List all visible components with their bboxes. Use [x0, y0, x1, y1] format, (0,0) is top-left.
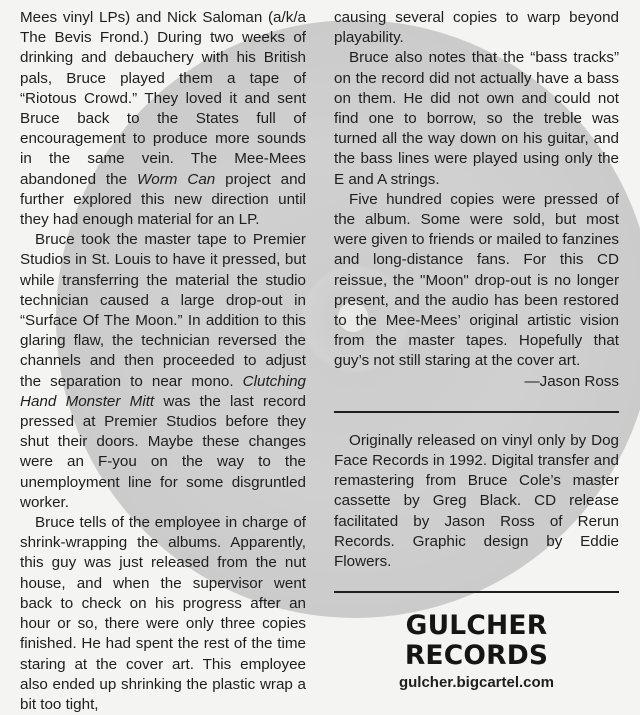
right-text-column: [334, 8, 619, 693]
divider-bottom: [334, 591, 619, 593]
release-credits: Originally released on vinyl only by Dog Face Records in 1992. Digital transfer and remastering from Bruce Cole’s master cassette by Greg Black. CD release facilitated by Jason Ross of Rerun Records. Graphic design by Eddie Flowers.: [334, 431, 619, 571]
paragraph-1: [20, 8, 306, 230]
paragraph-2-text-a: Bruce took the master tape to Premier Studios in St. Louis to have it pressed, but while transferring the material the studio technician caused a large drop-out in “Surface Of The Moon.” In addition to this glaring flaw, the technician reversed the channels and then proceeded to adjust the separation to near mono.: [20, 231, 306, 390]
label-url: gulcher.bigcartel.com: [398, 674, 555, 692]
paragraph-5: Bruce also notes that the “bass tracks” on the record did not actually have a bass on them. He did not own and could not find one to borrow, so the treble was turned all the way down on his guitar, and the bass lines were played using only the E and A strings.: [334, 49, 619, 188]
paragraph-4: causing several copies to warp beyond playability.: [334, 9, 619, 47]
author-signature: —Jason Ross: [524, 372, 619, 390]
album-title-worm-can: Worm Can: [136, 170, 216, 188]
left-text-column: [20, 8, 306, 715]
paragraph-1-text-b: project and further explored this new direction until they had enough material for an LP.: [20, 170, 306, 229]
paragraph-6: Five hundred copies were pressed of the album. Some were sold, but most were given to friends or mailed to fanzines and long-distance fans. For this CD reissue, the "Moon" drop-out is no longer present, and the audio has been restored to the Mee-Mees’ original artistic vision from the master tapes. Hopefully that guy’s not still staring at the cover art.: [334, 190, 619, 370]
album-title-clutching-hand: Clutching Hand Monster Mitt: [20, 372, 306, 410]
label-logo: GULCHER RECORDS: [404, 610, 549, 672]
paragraph-1-text-a: Mees vinyl LPs) and Nick Saloman (a/k/a The Bevis Frond.) During two weeks of drinking and debauchery with his British pals, Bruce played them a tape of “Riotous Crowd.” They loved it and sent Bruce back to the States full of encouragement to produce more sounds in the same vein. The Mee-Mees abandoned the: [20, 9, 306, 188]
paragraph-2: [20, 230, 306, 513]
paragraph-2-text-b: was the last record pressed at Premier Studios before they shut their doors. Maybe these changes were an F-you on the way to the unemployment line for some disgruntled worker.: [20, 392, 306, 511]
paragraph-3: Bruce tells of the employee in charge of shrink-wrapping the albums. Apparently, this guy was just released from the nut house, and when the supervisor went back to check on his progress after an hour or so, there were only three copies finished. He had spent the rest of the time staring at the cover art. This employee also ended up shrinking the plastic wrap a bit too tight,: [20, 514, 306, 713]
divider-top: [334, 411, 619, 413]
